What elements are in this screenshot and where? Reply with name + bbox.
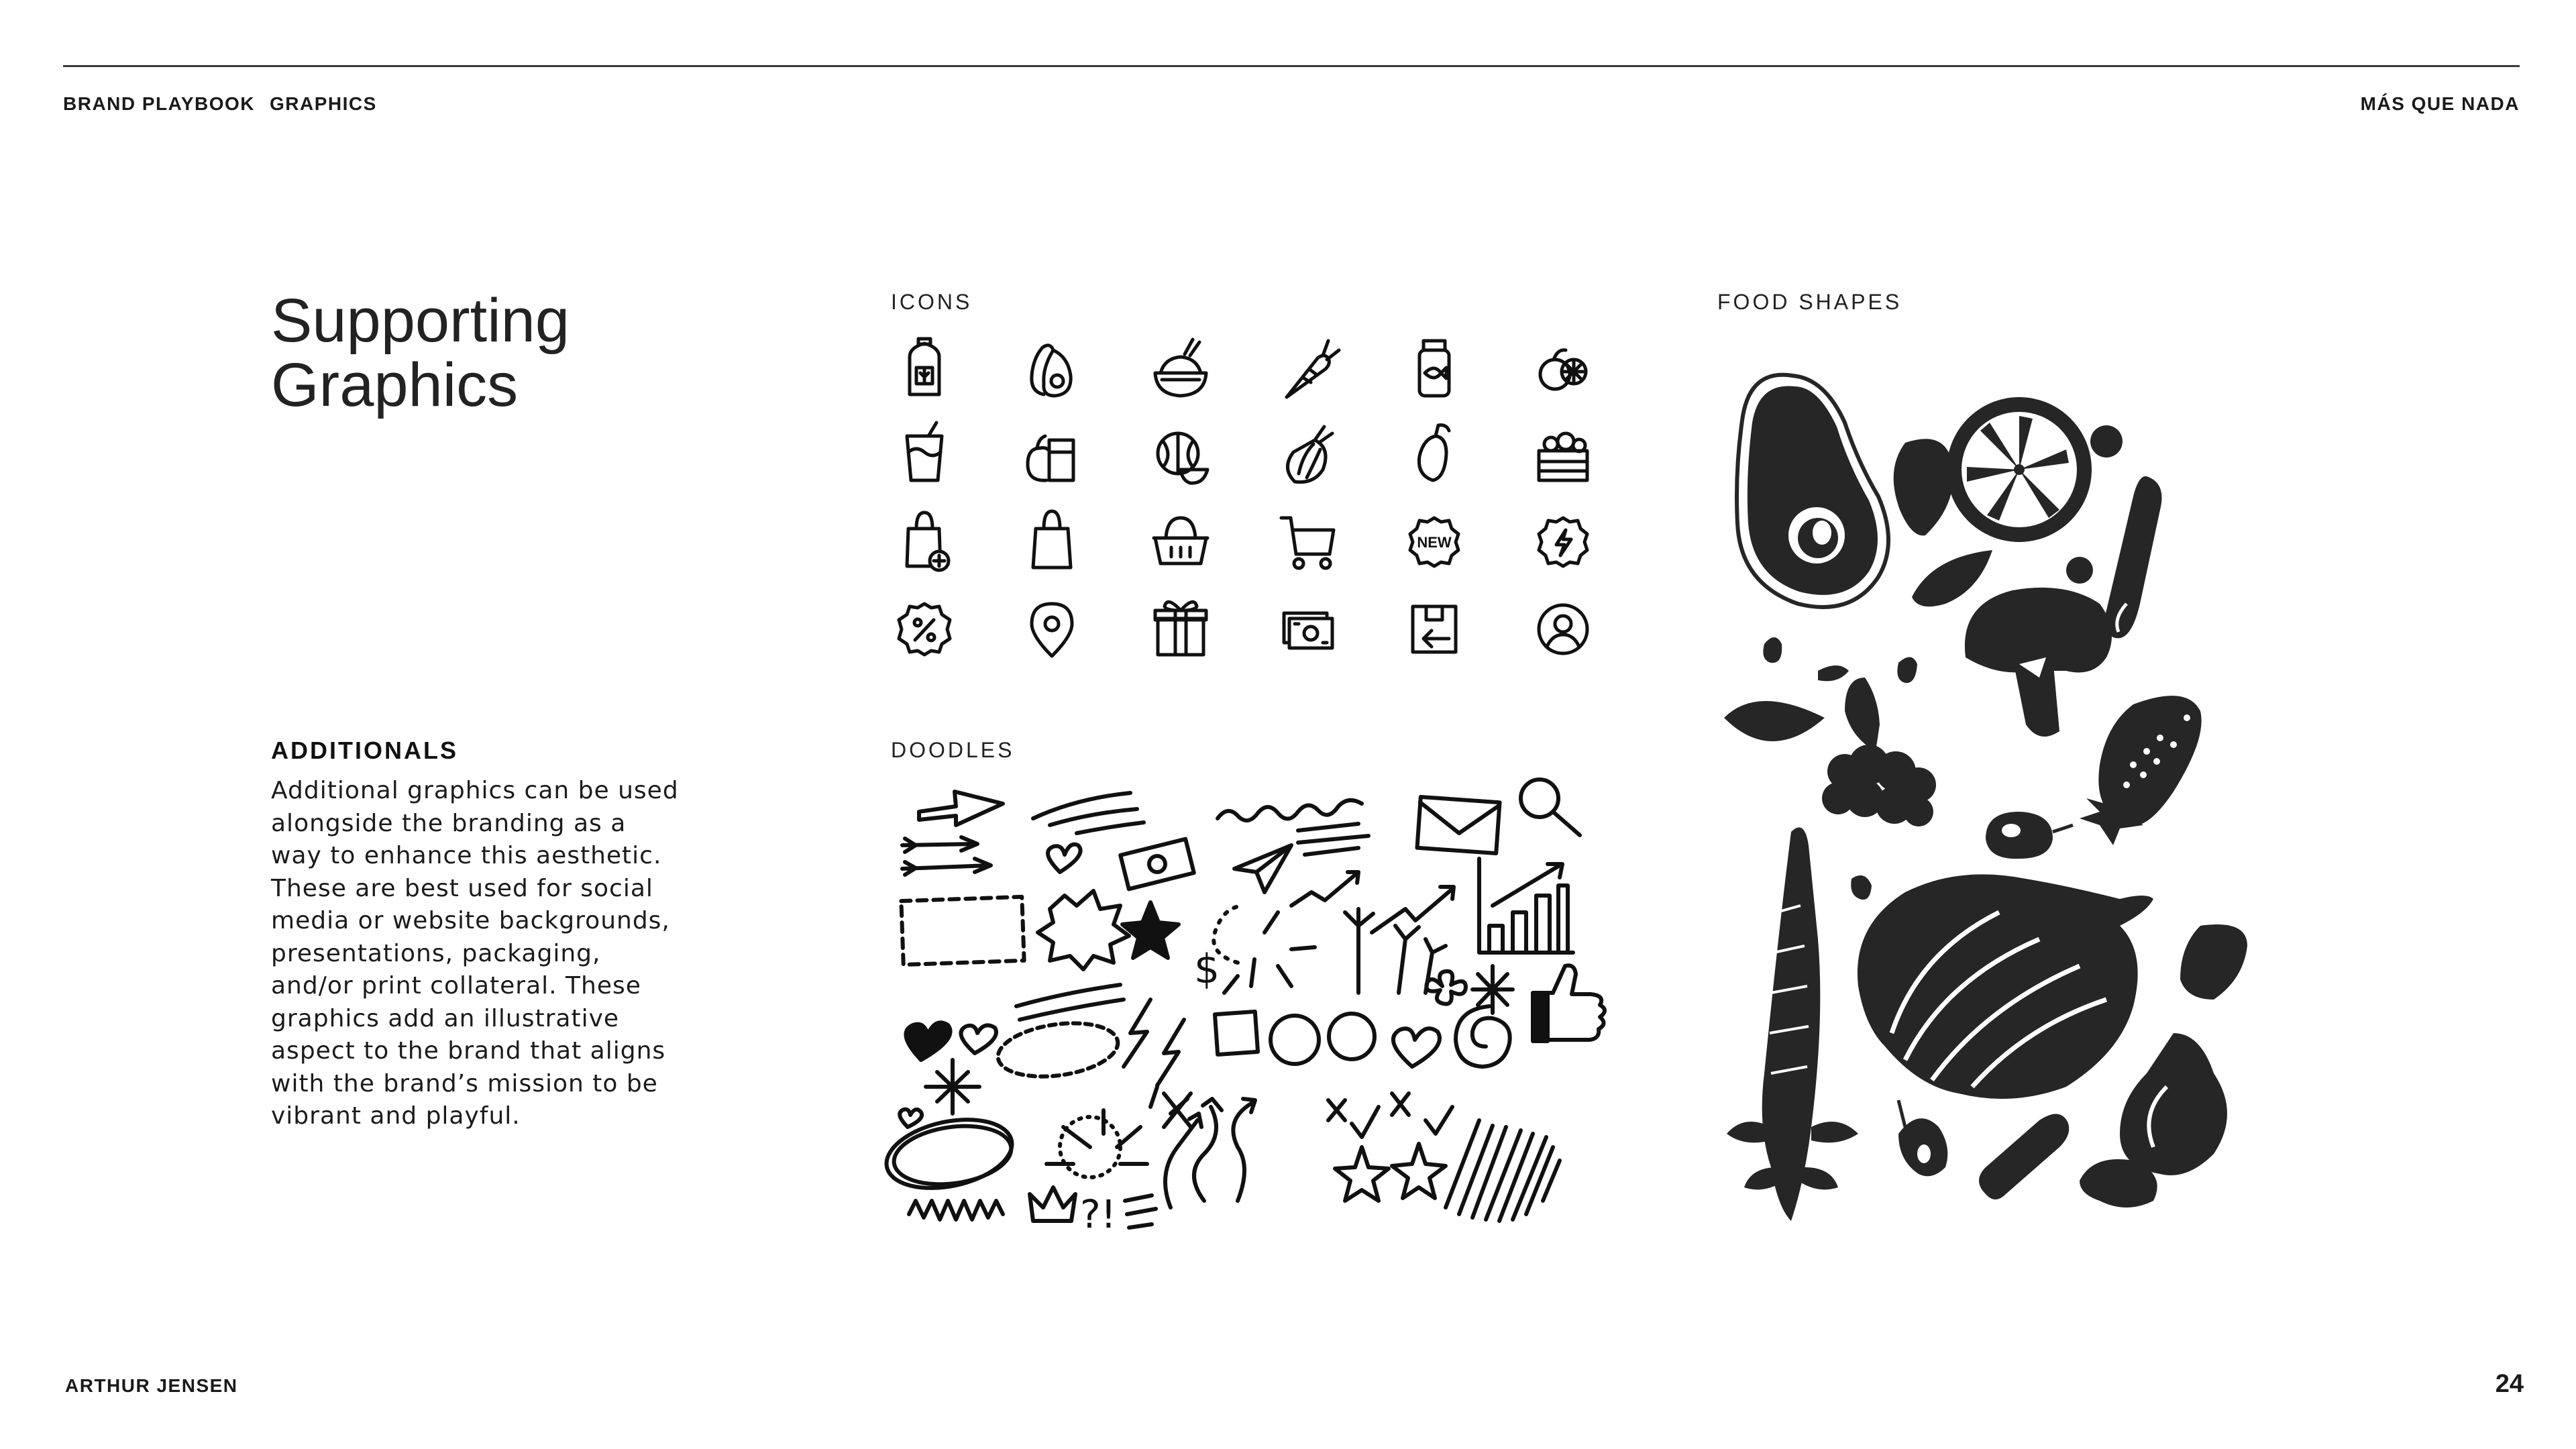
body-line: vibrant and playful. (271, 1102, 521, 1130)
new-badge-icon (1410, 518, 1458, 566)
berry-shape-2 (2066, 557, 2093, 584)
cart-icon (1281, 518, 1334, 568)
leaf-shape-2 (1912, 550, 1992, 606)
strawberry-shape (2080, 696, 2202, 845)
new-badge-text: NEW (1417, 534, 1452, 551)
body-line: and/or print collateral. These (271, 972, 641, 1000)
carrot-shape (1762, 827, 1821, 1221)
garlic-shape (2080, 1033, 2227, 1208)
icon-grid (872, 335, 1637, 684)
fruit-citrus-icon (1540, 350, 1586, 389)
exclaim-doodle: ?! (1080, 1191, 1117, 1237)
additionals-body (271, 775, 687, 1133)
flour-bag-icon (910, 339, 939, 394)
magnifier-doodle (1521, 780, 1580, 835)
paper-plane-doodle (1234, 845, 1291, 892)
basket-icon (1154, 518, 1208, 564)
mango-icon (1419, 425, 1449, 480)
body-line: Additional graphics can be used (271, 777, 679, 804)
footer-author: ARTHUR JENSEN (65, 1375, 238, 1396)
hatching-scribble-doodle (1446, 1120, 1560, 1221)
seed-shape (1763, 637, 1782, 663)
leaf-shape-4 (2180, 924, 2247, 1000)
spiral-doodle (1456, 1006, 1510, 1067)
heart-hatched-doodle (961, 1025, 996, 1053)
seed-shape-3 (1897, 657, 1917, 683)
egg-avocado-icon (1032, 345, 1071, 396)
shopping-bag-icon (1033, 511, 1071, 568)
thumbs-up-cuff (1533, 993, 1548, 1041)
check-doodle (1352, 1107, 1452, 1137)
heart-doodle (1048, 845, 1081, 872)
return-box-icon (1413, 606, 1456, 652)
equals-lines-doodle (1125, 1195, 1156, 1228)
zigzag-arrow-doodle (1291, 872, 1358, 906)
square-doodle (1215, 1012, 1258, 1055)
avocado-shape (1737, 375, 1888, 607)
body-line: media or website backgrounds, (271, 907, 670, 934)
star-filled-doodle (1392, 1144, 1446, 1198)
heart-outline-doodle (1393, 1028, 1440, 1067)
envelope-doodle (1417, 797, 1499, 853)
seed-shape-4 (1851, 875, 1872, 900)
additionals-heading: ADDITIONALS (271, 737, 458, 764)
circle-doodle (1271, 1016, 1319, 1064)
olive-highlight (2002, 824, 2021, 837)
cinnamon-stick-shape (2104, 476, 2162, 639)
burst-doodle (1038, 891, 1129, 969)
lightning-doodle (1124, 1000, 1184, 1085)
melon-icon (1158, 433, 1208, 483)
wavy-arrow-doodle (1194, 1099, 1255, 1201)
small-heart-doodle (900, 1110, 922, 1127)
header-brand: MÁS QUE NADA (2360, 93, 2520, 114)
big-arrow-doodle (919, 792, 1003, 825)
dollar-doodle: $ (1194, 946, 1220, 993)
title-line-1: Supporting (271, 286, 570, 355)
olive-stem (2053, 825, 2073, 832)
circle-hatched-doodle (1329, 1014, 1375, 1059)
broccoli-shape (1822, 678, 1936, 826)
onion-icon (1287, 427, 1332, 482)
body-line: with the brand’s mission to be (271, 1069, 658, 1097)
discount-icon (899, 604, 950, 655)
body-line: These are best used for social (271, 874, 653, 902)
doodles-label: DOODLES (891, 738, 1015, 762)
bag-add-icon (907, 513, 949, 570)
page-title (271, 288, 570, 417)
olive-shape (1986, 812, 2053, 859)
carrot-icon (1287, 341, 1339, 397)
body-line: aspect to the brand that aligns (271, 1037, 666, 1065)
arrows-doodle (902, 837, 991, 875)
bar-chart-doodle (1479, 859, 1573, 953)
small-star-doodle (1335, 1147, 1389, 1201)
body-line: way to enhance this aesthetic. (271, 842, 662, 869)
location-pin-icon (1032, 604, 1072, 656)
body-line: graphics add an illustrative (271, 1004, 620, 1032)
fruit-juice-icon (1028, 436, 1073, 480)
sparkle-star-doodle (926, 1060, 979, 1114)
food-shapes-label: FOOD SHAPES (1717, 290, 1902, 314)
sparkle-lines-doodle (1224, 912, 1315, 993)
chili-highlight (1917, 1144, 1931, 1163)
cash-icon (1284, 613, 1332, 648)
doodles-panel (889, 771, 1613, 1241)
onion-shape (1858, 874, 2153, 1099)
header-section: GRAPHICS (270, 93, 377, 114)
star-scribble-doodle (1122, 902, 1179, 958)
rice-bowl-icon (1155, 339, 1206, 396)
leaf-shape-3 (1724, 701, 1825, 741)
pickle-shape (1979, 1114, 2069, 1199)
berry-shape (2090, 425, 2123, 458)
food-shapes-panel (1717, 362, 2294, 1234)
curly-arrow-doodle (1165, 1114, 1201, 1208)
seed-shape-2 (1818, 665, 1849, 681)
body-line: presentations, packaging, (271, 939, 601, 967)
dashed-oval-doodle (995, 1016, 1122, 1083)
gift-icon (1155, 602, 1206, 655)
produce-crate-icon (1539, 433, 1587, 480)
mushroom-shape (1965, 588, 2112, 737)
leaf-shape (1894, 439, 1953, 535)
body-line: alongside the branding as a (271, 809, 627, 837)
rising-arrow-doodle (1372, 887, 1454, 932)
user-icon (1539, 605, 1587, 653)
squiggle-doodle (1218, 800, 1362, 820)
lemon-half-shape (1947, 397, 2092, 542)
crown-doodle (1030, 1187, 1075, 1221)
title-line-2: Graphics (271, 351, 519, 419)
dashed-box-doodle (901, 897, 1024, 965)
icons-label: ICONS (891, 290, 973, 314)
header-playbook: BRAND PLAYBOOK (63, 93, 255, 114)
jar-fish-icon (1419, 341, 1449, 396)
motion-lines-doodle (1298, 824, 1368, 855)
sketch-oval-inner (890, 1119, 1015, 1191)
heart-filled-doodle (906, 1022, 950, 1060)
money-doodle (1120, 839, 1194, 890)
header-rule (63, 65, 2520, 67)
page-number: 24 (2495, 1370, 2524, 1398)
zigzag-scribble-doodle (909, 1201, 1003, 1220)
asterisk-doodle (1472, 966, 1513, 1013)
chili-stem (1898, 1100, 1905, 1127)
underline-strokes-doodle (1016, 985, 1124, 1020)
flash-badge-icon (1539, 518, 1587, 566)
drink-cup-icon (907, 423, 942, 480)
flower-doodle (1426, 971, 1466, 1004)
speed-lines-doodle (1033, 793, 1144, 833)
